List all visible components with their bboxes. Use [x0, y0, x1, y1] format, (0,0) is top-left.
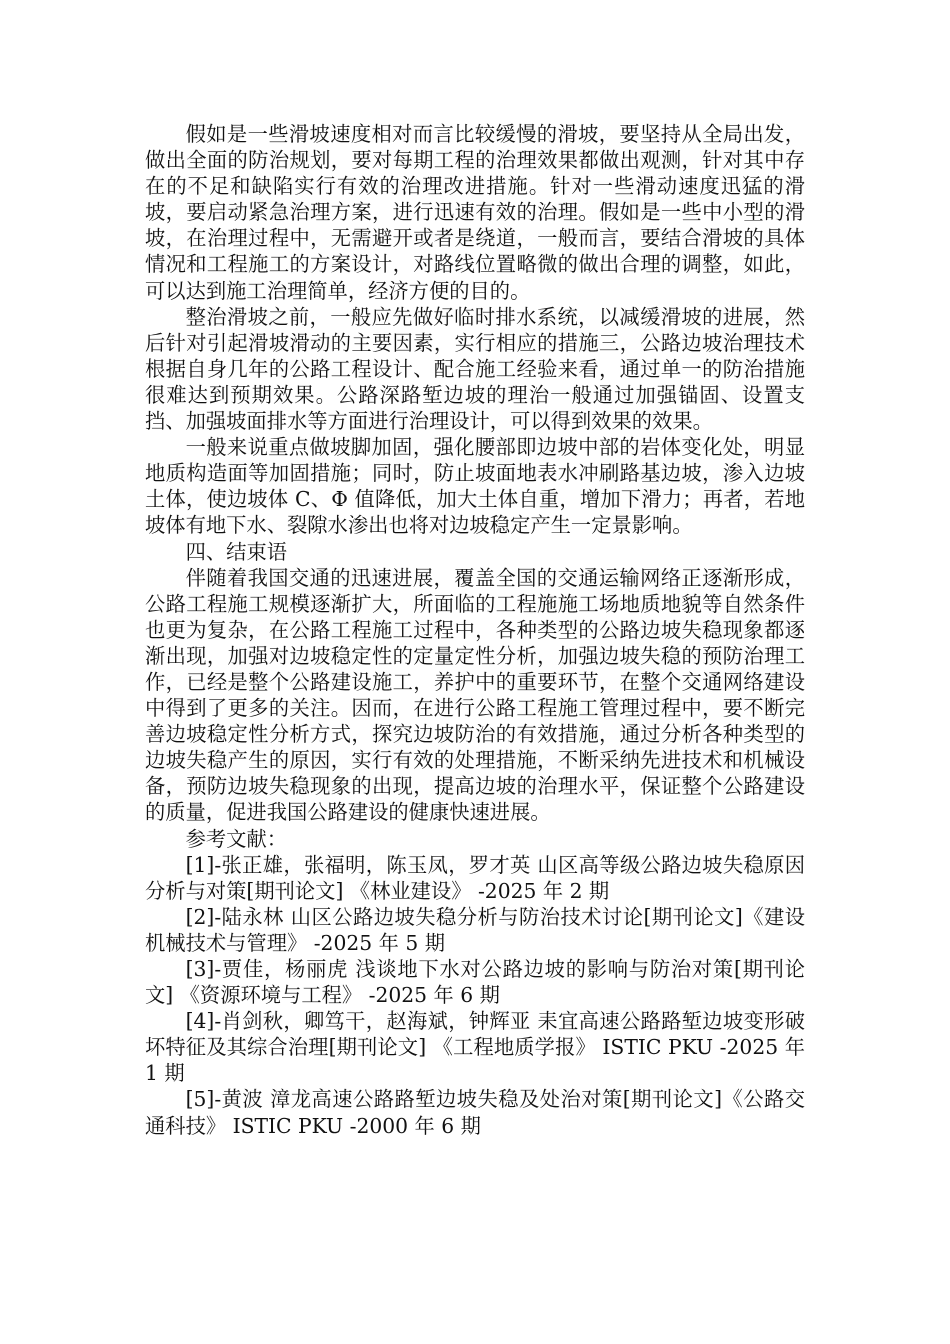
reference-item-2: [2]-陆永林 山区公路边坡失稳分析与防治技术讨论[期刊论文]《建设机械技术与管理》 -2025 年 5 期: [145, 904, 805, 955]
section-heading-conclusion: 四、结束语: [185, 539, 288, 564]
references-heading: 参考文献：: [185, 826, 288, 851]
paragraph-slope-reinforcement: 一般来说重点做坡脚加固，强化腰部即边坡中部的岩体变化处，明显地质构造面等加固措施；同时，防止坡面地表水冲刷路基边坡，渗入边坡土体，使边坡体 C、Φ 值降低，加大土体自重，增加下滑力；再者，若地坡体有地下水、裂隙水渗出也将对边坡稳定产生一定景影响。: [145, 435, 805, 538]
paragraph-landslide-treatment: 假如是一些滑坡速度相对而言比较缓慢的滑坡，要坚持从全局出发，做出全面的防治规划，要对每期工程的治理效果都做出观测，针对其中存在的不足和缺陷实行有效的治理改进措施。针对一些滑动速度迅猛的滑坡，要启动紧急治理方案，进行迅速有效的治理。假如是一些中小型的滑坡，在治理过程中，无需避开或者是绕道，一般而言，要结合滑坡的具体情况和工程施工的方案设计，对路线位置略微的做出合理的调整，如此，可以达到施工治理简单，经济方便的目的。: [145, 122, 805, 303]
reference-item-4: [4]-肖剑秋，卿笃干，赵海斌，钟辉亚 耒宜高速公路路堑边坡变形破坏特征及其综合治理[期刊论文] 《工程地质学报》 ISTIC PKU -2025 年 1 期: [145, 1009, 805, 1086]
document-page: [145, 121, 805, 1139]
reference-item-5: [5]-黄波 漳龙高速公路路堑边坡失稳及处治对策[期刊论文]《公路交通科技》 ISTIC PKU -2000 年 6 期: [145, 1087, 805, 1138]
paragraph-drainage-measures: 整治滑坡之前，一般应先做好临时排水系统，以减缓滑坡的进展，然后针对引起滑坡滑动的主要因素，实行相应的措施三，公路边坡治理技术根据自身几年的公路工程设计、配合施工经验来看，通过单一的防治措施很难达到预期效果。公路深路堑边坡的理治一般通过加强锚固、设置支挡、加强坡面排水等方面进行治理设计，可以得到效果的效果。: [145, 304, 805, 434]
reference-item-1: [1]-张正雄，张福明，陈玉凤，罗才英 山区高等级公路边坡失稳原因分析与对策[期刊论文] 《林业建设》 -2025 年 2 期: [145, 852, 805, 903]
reference-item-3: [3]-贾佳，杨丽虎 浅谈地下水对公路边坡的影响与防治对策[期刊论文] 《资源环境与工程》 -2025 年 6 期: [145, 957, 805, 1008]
paragraph-conclusion: 伴随着我国交通的迅速进展，覆盖全国的交通运输网络正逐渐形成，公路工程施工规模逐渐扩大，所面临的工程施施工场地质地貌等自然条件也更为复杂，在公路工程施工过程中，各种类型的公路边坡失稳现象都逐渐出现，加强对边坡稳定性的定量定性分析，加强边坡失稳的预防治理工作，已经是整个公路建设施工，养护中的重要环节，在整个交通网络建设中得到了更多的关注。因而，在进行公路工程施工管理过程中，要不断完善边坡稳定性分析方式，探究边坡防治的有效措施，通过分析各种类型的边坡失稳产生的原因，实行有效的处理措施，不断采纳先进技术和机械设备，预防边坡失稳现象的出现，提高边坡的治理水平，保证整个公路建设的质量，促进我国公路建设的健康快速进展。: [145, 565, 805, 825]
